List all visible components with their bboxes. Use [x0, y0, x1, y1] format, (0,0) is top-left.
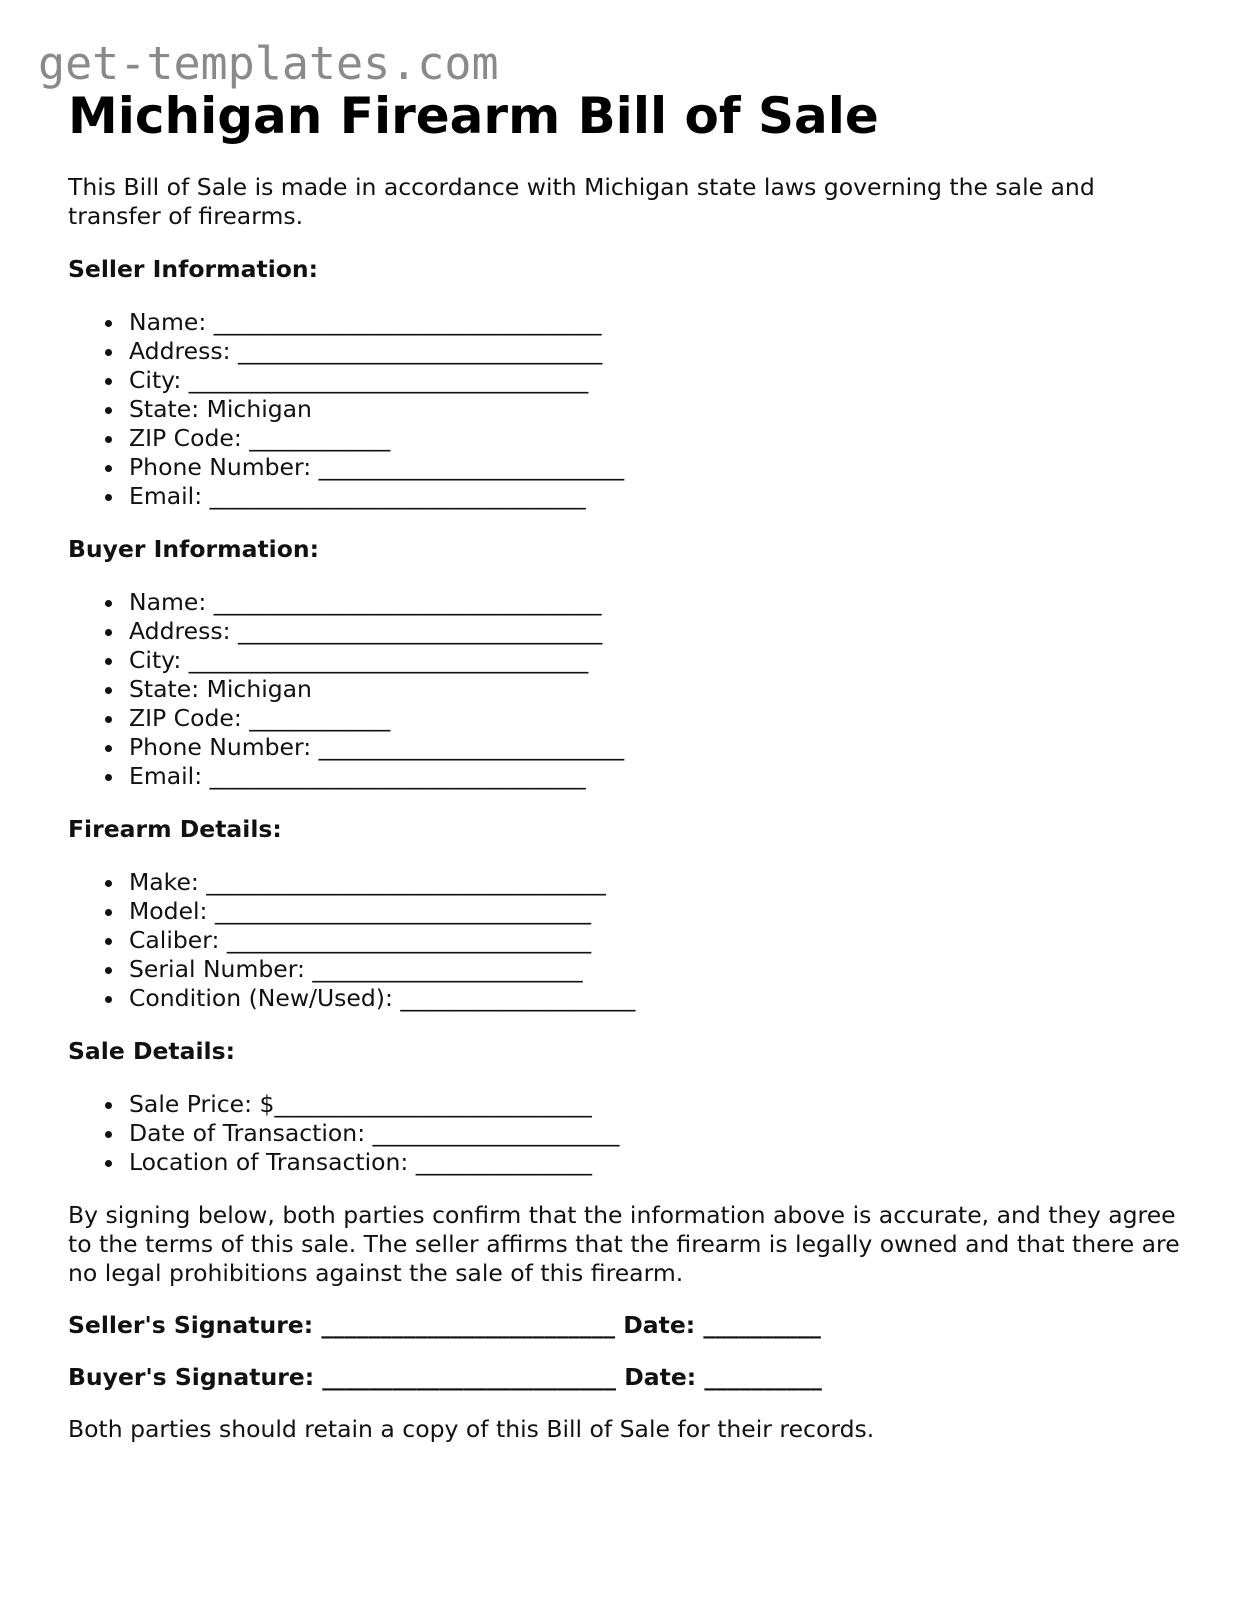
buyer-section-heading: Buyer Information: [68, 535, 320, 563]
sale-section-heading: Sale Details: [68, 1037, 235, 1065]
firearm-section-heading: Firearm Details: [68, 815, 282, 843]
seller-state-field: State: Michigan [129, 395, 1188, 424]
seller-zip-field[interactable]: ZIP Code: ____________ [129, 424, 1188, 453]
seller-field-list [68, 308, 1188, 511]
buyer-field-list [68, 588, 1188, 791]
retain-note: Both parties should retain a copy of this Bill of Sale for their records. [68, 1415, 875, 1443]
firearm-field-list [68, 868, 1188, 1013]
page-title: Michigan Firearm Bill of Sale [68, 87, 879, 145]
seller-name-field[interactable]: Name: _________________________________ [129, 308, 1188, 337]
firearm-caliber-field[interactable]: Caliber: _______________________________ [129, 926, 1188, 955]
seller-phone-field[interactable]: Phone Number: __________________________ [129, 453, 1188, 482]
buyer-address-field[interactable]: Address: _______________________________ [129, 617, 1188, 646]
sale-location-field[interactable]: Location of Transaction: _______________ [129, 1148, 1188, 1177]
buyer-city-field[interactable]: City: __________________________________ [129, 646, 1188, 675]
document [68, 86, 1188, 1444]
sale-field-list [68, 1090, 1188, 1177]
seller-city-field[interactable]: City: __________________________________ [129, 366, 1188, 395]
buyer-state-field: State: Michigan [129, 675, 1188, 704]
buyer-phone-field[interactable]: Phone Number: __________________________ [129, 733, 1188, 762]
seller-section-heading: Seller Information: [68, 255, 319, 283]
sale-date-field[interactable]: Date of Transaction: _____________________ [129, 1119, 1188, 1148]
sale-price-field[interactable]: Sale Price: $___________________________ [129, 1090, 1188, 1119]
firearm-condition-field[interactable]: Condition (New/Used): ____________________ [129, 984, 1188, 1013]
watermark: get-templates.com [38, 37, 499, 90]
buyer-email-field[interactable]: Email: ________________________________ [129, 762, 1188, 791]
firearm-make-field[interactable]: Make: __________________________________ [129, 868, 1188, 897]
firearm-model-field[interactable]: Model: ________________________________ [129, 897, 1188, 926]
firearm-serial-field[interactable]: Serial Number: _______________________ [129, 955, 1188, 984]
buyer-signature-line[interactable]: Buyer's Signature: _________________________ Date: __________ [68, 1363, 822, 1391]
seller-email-field[interactable]: Email: ________________________________ [129, 482, 1188, 511]
intro-paragraph: This Bill of Sale is made in accordance with Michigan state laws governing the sale and transfer of firearms. [68, 173, 1095, 230]
seller-signature-line[interactable]: Seller's Signature: _________________________ Date: __________ [68, 1311, 821, 1339]
buyer-name-field[interactable]: Name: _________________________________ [129, 588, 1188, 617]
buyer-zip-field[interactable]: ZIP Code: ____________ [129, 704, 1188, 733]
seller-address-field[interactable]: Address: _______________________________ [129, 337, 1188, 366]
closing-paragraph: By signing below, both parties confirm that the information above is accurate, and they agree to the terms of this sale. The seller affirms that the firearm is legally owned and that there are no legal prohibitions against the sale of this firearm. [68, 1201, 1180, 1287]
